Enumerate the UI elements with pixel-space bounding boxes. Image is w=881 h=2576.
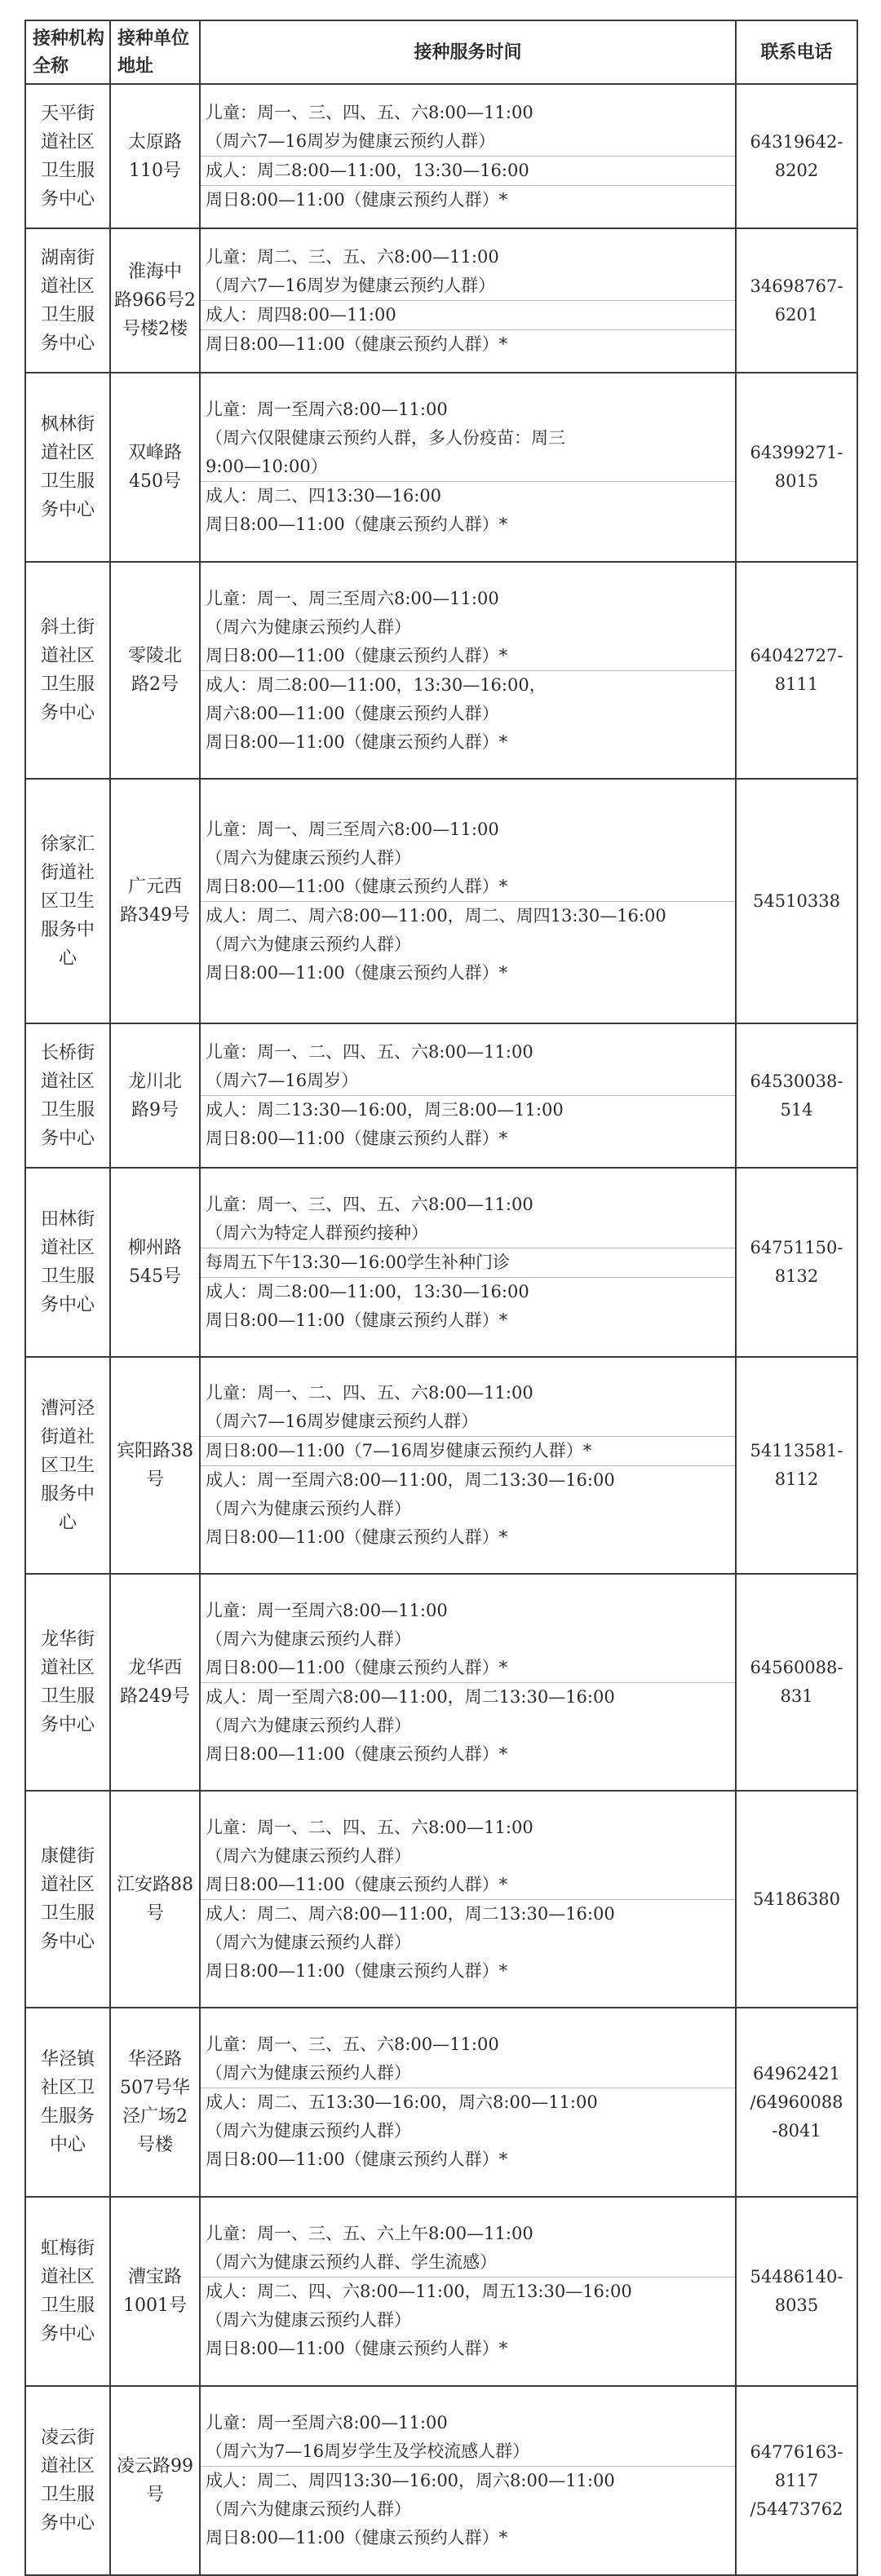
- address-line: 龙华西: [127, 1658, 182, 1678]
- schedule-line: 周日8:00—11:00（健康云预约人群）*: [206, 2528, 508, 2547]
- schedule-line: 成人：周二8:00—11:00，13:30—16:00: [206, 1281, 529, 1301]
- schedule-line: 成人：周二、周四13:30—16:00，周六8:00—11:00: [206, 2471, 615, 2490]
- schedule-line: （周六为健康云预约人群）: [206, 1628, 411, 1649]
- schedule-block: [201, 243, 735, 301]
- schedule-block: [201, 482, 735, 539]
- service-time-cell: [200, 2386, 736, 2575]
- schedule-block: [201, 1278, 735, 1335]
- org-name-line: 务中心: [40, 2324, 95, 2344]
- phone-line: 64042727-: [750, 646, 843, 665]
- schedule-block: [201, 1248, 735, 1278]
- address-line: 龙川北: [127, 1071, 182, 1092]
- phone-line: /54473762: [750, 2499, 843, 2519]
- address-line: 泾广场2: [122, 2106, 188, 2127]
- org-name-line: 道社区: [40, 131, 95, 152]
- phone-line: 64399271-: [750, 443, 843, 462]
- schedule-line: 周日8:00—11:00（健康云预约人群）*: [206, 189, 508, 210]
- phone-cell: [736, 779, 857, 1023]
- org-name-cell: [25, 84, 110, 228]
- phone-cell: [736, 84, 857, 228]
- org-name-line: 街道社: [40, 862, 95, 883]
- schedule-block: [201, 585, 735, 671]
- schedule-block: [201, 2220, 735, 2278]
- schedule-line: 成人：周二13:30—16:00，周三8:00—11:00: [206, 1100, 564, 1120]
- org-name-line: 凌云街: [40, 2428, 95, 2448]
- schedule-line: （周六7—16周岁健康云预约人群）: [206, 1412, 479, 1431]
- address-line: 柳州路: [127, 1238, 182, 1258]
- address-line: 双峰路: [127, 443, 182, 463]
- org-name-line: 道社区: [40, 1658, 95, 1678]
- schedule-block: [201, 1900, 735, 1986]
- schedule-block: [201, 2467, 735, 2552]
- org-name-cell: [25, 1023, 110, 1168]
- org-name-cell: [25, 2386, 110, 2575]
- service-time-cell: [200, 562, 736, 779]
- address-line: 号楼2楼: [122, 319, 188, 339]
- phone-line: 8112: [774, 1469, 819, 1489]
- schedule-line: 周日8:00—11:00（健康云预约人群）*: [206, 1960, 508, 1981]
- address-line: 545号: [129, 1266, 181, 1287]
- phone-line: 34698767-: [750, 276, 843, 296]
- service-time-cell: [200, 1357, 736, 1574]
- table-row: [25, 1023, 857, 1168]
- schedule-block: [201, 2409, 735, 2467]
- org-name-line: 道社区: [40, 276, 95, 297]
- table-header-row: [25, 20, 857, 84]
- org-name-line: 务中心: [40, 1932, 95, 1952]
- schedule-line: （周六为7—16周岁学生及学校流感人群）: [206, 2441, 530, 2461]
- phone-cell: [736, 562, 857, 779]
- schedule-line: 儿童：周一至周六8:00—11:00: [206, 400, 448, 419]
- phone-line: 64962421: [753, 2063, 840, 2083]
- schedule-line: 成人：周二、周六8:00—11:00，周二13:30—16:00: [206, 1903, 615, 1924]
- address-line: 号: [145, 1903, 164, 1924]
- org-name-line: 卫生服: [40, 2295, 95, 2316]
- schedule-line: 成人：周二、四、六8:00—11:00，周五13:30—16:00: [206, 2282, 632, 2301]
- phone-cell: [736, 1357, 857, 1574]
- schedule-line: 儿童：周一、二、四、五、六8:00—11:00: [206, 1042, 533, 1062]
- address-cell: [110, 1168, 200, 1357]
- org-name-line: 卫生服: [40, 1686, 95, 1707]
- org-name-line: 区卫生: [40, 890, 95, 912]
- address-cell: [110, 779, 200, 1023]
- phone-cell: [736, 1168, 857, 1357]
- schedule-block: [201, 1683, 735, 1769]
- org-name-line: 道社区: [40, 2456, 95, 2477]
- org-name-line: 田林街: [40, 1209, 95, 1230]
- org-name-line: 务中心: [40, 2513, 95, 2534]
- schedule-line: 周日8:00—11:00（健康云预约人群）*: [206, 876, 508, 896]
- schedule-block: [201, 99, 735, 157]
- schedule-line: （周六为健康云预约人群）: [206, 2499, 411, 2519]
- phone-cell: [736, 1023, 857, 1168]
- schedule-line: 周日8:00—11:00（健康云预约人群）*: [206, 1527, 508, 1547]
- schedule-line: （周六为特定人群预约接种）: [206, 1222, 428, 1243]
- table-row: [25, 1357, 857, 1574]
- schedule-block: [201, 1379, 735, 1437]
- schedule-line: 周日8:00—11:00（健康云预约人群）*: [206, 2150, 508, 2169]
- phone-line: 54113581-: [750, 1441, 843, 1460]
- phone-line: 514: [780, 1099, 813, 1120]
- org-name-line: 道社区: [40, 443, 95, 463]
- org-name-line: 务中心: [40, 703, 95, 723]
- schedule-line: 周日8:00—11:00（健康云预约人群）*: [206, 1310, 508, 1330]
- org-name-line: 徐家汇: [40, 833, 95, 855]
- schedule-block: [201, 1038, 735, 1096]
- org-name-line: 康健街: [40, 1846, 95, 1867]
- address-cell: [110, 1023, 200, 1168]
- phone-line: 54510338: [753, 890, 840, 911]
- schedule-line: （周六为健康云预约人群、学生流感）: [206, 2252, 497, 2272]
- address-cell: [110, 84, 200, 228]
- org-name-line: 卫生服: [40, 1903, 95, 1924]
- org-name-line: 社区卫: [40, 2078, 95, 2098]
- schedule-line: （周六7—16周岁为健康云预约人群）: [206, 130, 496, 151]
- schedule-line: 周日8:00—11:00（健康云预约人群）*: [206, 1874, 508, 1894]
- schedule-block: [201, 1437, 735, 1466]
- schedule-line: （周六为健康云预约人群）: [206, 847, 411, 868]
- org-name-line: 务中心: [40, 188, 95, 210]
- org-name-line: 漕河泾: [40, 1398, 95, 1419]
- address-line: 路9号: [131, 1099, 179, 1120]
- schedule-line: 周日8:00—11:00（健康云预约人群）*: [206, 2339, 508, 2358]
- schedule-line: （周六为健康云预约人群）: [206, 2310, 411, 2330]
- org-name-cell: [25, 1791, 110, 2008]
- schedule-line: 周六8:00—11:00（健康云预约人群）: [206, 703, 499, 723]
- table-row: [25, 1574, 857, 1791]
- address-line: 路349号: [120, 905, 190, 926]
- org-name-cell: [25, 2008, 110, 2197]
- address-line: 450号: [129, 471, 181, 492]
- schedule-line: 周日8:00—11:00（健康云预约人群）*: [206, 645, 508, 665]
- address-line: 华泾路: [127, 2049, 182, 2070]
- schedule-line: （周六7—16周岁）: [206, 1071, 359, 1090]
- service-time-cell: [200, 1574, 736, 1791]
- org-name-cell: [25, 228, 110, 373]
- schedule-line: 9:00—10:00）: [206, 457, 328, 476]
- address-cell: [110, 373, 200, 562]
- address-line: 号楼: [136, 2135, 173, 2155]
- schedule-block: [201, 330, 735, 359]
- phone-line: 8015: [774, 471, 819, 491]
- table-row: [25, 84, 857, 228]
- schedule-block: [201, 902, 735, 988]
- schedule-line: 成人：周二、四13:30—16:00: [206, 486, 442, 506]
- schedule-block: [201, 2088, 735, 2174]
- schedule-line: 每周五下午13:30—16:00学生补种门诊: [206, 1252, 511, 1272]
- address-line: 路249号: [120, 1686, 190, 1707]
- address-cell: [110, 1574, 200, 1791]
- org-name-line: 卫生服: [40, 304, 95, 325]
- address-cell: [110, 228, 200, 373]
- schedule-block: [201, 157, 735, 186]
- address-cell: [110, 2386, 200, 2575]
- schedule-line: 周日8:00—11:00（健康云预约人群）*: [206, 515, 508, 534]
- schedule-block: [201, 395, 735, 482]
- schedule-line: 周日8:00—11:00（健康云预约人群）*: [206, 1129, 508, 1148]
- phone-line: 54486140-: [750, 2267, 843, 2287]
- schedule-line: （周六为健康云预约人群）: [206, 934, 411, 954]
- org-name-line: 道社区: [40, 646, 95, 666]
- phone-cell: [736, 2008, 857, 2197]
- phone-line: 64530038-: [750, 1071, 843, 1091]
- phone-line: 8035: [774, 2295, 819, 2315]
- address-line: 号: [145, 2485, 164, 2505]
- schedule-line: 周日8:00—11:00（健康云预约人群）*: [206, 1657, 508, 1677]
- org-name-line: 中心: [49, 2135, 86, 2155]
- schedule-block: [201, 1191, 735, 1248]
- schedule-block: [201, 2278, 735, 2363]
- org-name-cell: [25, 779, 110, 1023]
- service-time-cell: [200, 373, 736, 562]
- org-name-line: 生服务: [40, 2106, 95, 2127]
- table-row: [25, 228, 857, 373]
- address-line: 江安路88: [117, 1875, 193, 1895]
- service-time-cell: [200, 228, 736, 373]
- address-line: 1001号: [123, 2295, 187, 2316]
- phone-line: 64560088-: [750, 1658, 843, 1677]
- schedule-line: 成人：周二、五13:30—16:00，周六8:00—11:00: [206, 2092, 598, 2112]
- org-name-line: 务中心: [40, 1128, 95, 1149]
- phone-line: 8202: [774, 160, 819, 180]
- org-name-line: 长桥街: [40, 1042, 95, 1063]
- org-name-line: 龙华街: [40, 1629, 95, 1650]
- table-row: [25, 779, 857, 1023]
- org-name-line: 华泾镇: [40, 2049, 95, 2070]
- schedule-line: 成人：周二、周六8:00—11:00，周二、周四13:30—16:00: [206, 905, 666, 926]
- service-time-cell: [200, 84, 736, 228]
- service-time-cell: [200, 2008, 736, 2197]
- table-row: [25, 2197, 857, 2386]
- phone-cell: [736, 228, 857, 373]
- schedule-block: [201, 815, 735, 902]
- address-cell: [110, 2008, 200, 2197]
- org-name-line: 虹梅街: [40, 2238, 95, 2259]
- address-line: 太原路: [127, 131, 182, 152]
- org-name-line: 心: [58, 948, 77, 969]
- phone-cell: [736, 373, 857, 562]
- schedule-line: （周六为健康云预约人群）: [206, 1932, 411, 1952]
- schedule-line: 成人：周二8:00—11:00，13:30—16:00，: [206, 674, 547, 695]
- schedule-line: （周六为健康云预约人群）: [206, 1499, 411, 1518]
- org-name-cell: [25, 373, 110, 562]
- service-time-cell: [200, 1791, 736, 2008]
- service-time-cell: [200, 779, 736, 1023]
- schedule-line: 成人：周一至周六8:00—11:00，周二13:30—16:00: [206, 1470, 615, 1490]
- table-row: [25, 2008, 857, 2197]
- phone-line: 8132: [774, 1266, 819, 1286]
- org-name-line: 卫生服: [40, 471, 95, 492]
- schedule-line: 儿童：周一、三、四、五、六8:00—11:00: [206, 102, 533, 122]
- schedule-line: 儿童：周一、周三至周六8:00—11:00: [206, 819, 499, 839]
- phone-line: 8117: [774, 2470, 819, 2490]
- schedule-line: 周日8:00—11:00（健康云预约人群）*: [206, 334, 508, 354]
- schedule-block: [201, 1096, 735, 1153]
- org-name-line: 卫生服: [40, 1099, 95, 1120]
- org-name-line: 道社区: [40, 2267, 95, 2287]
- service-time-cell: [200, 1168, 736, 1357]
- org-name-line: 天平街: [40, 103, 95, 124]
- org-name-cell: [25, 1357, 110, 1574]
- phone-line: 831: [780, 1686, 813, 1706]
- org-name-line: 枫林街: [40, 414, 95, 435]
- org-name-cell: [25, 1168, 110, 1357]
- table-row: [25, 1791, 857, 2008]
- org-name-line: 务中心: [40, 500, 95, 520]
- address-cell: [110, 1791, 200, 2008]
- schedule-block: [201, 1466, 735, 1552]
- schedule-line: 儿童：周一至周六8:00—11:00: [206, 2413, 448, 2432]
- address-line: 凌云路99: [117, 2456, 193, 2477]
- org-name-line: 区卫生: [40, 1455, 95, 1476]
- schedule-line: 儿童：周一至周六8:00—11:00: [206, 1600, 448, 1620]
- schedule-line: 儿童：周一、三、四、五、六8:00—11:00: [206, 1194, 533, 1214]
- schedule-block: [201, 671, 735, 757]
- phone-line: 64776163-: [750, 2441, 843, 2462]
- vaccination-sites-table: [24, 20, 858, 2576]
- header-phone: 联系电话: [736, 20, 857, 84]
- schedule-line: 儿童：周一、周三至周六8:00—11:00: [206, 588, 499, 608]
- vaccination-schedule-sheet: [24, 20, 857, 2576]
- phone-cell: [736, 2197, 857, 2386]
- org-name-line: 务中心: [40, 1715, 95, 1735]
- org-name-cell: [25, 2197, 110, 2386]
- phone-line: 6201: [774, 304, 819, 325]
- header-service-time: 接种服务时间: [200, 20, 736, 84]
- header-address: 接种单位地址: [110, 20, 200, 84]
- header-org-name: 接种机构全称: [25, 20, 110, 84]
- phone-line: 64319642-: [750, 131, 843, 152]
- phone-line: 64751150-: [750, 1238, 843, 1257]
- schedule-line: （周六为健康云预约人群）: [206, 616, 411, 637]
- org-name-cell: [25, 1574, 110, 1791]
- address-line: 零陵北: [127, 646, 182, 666]
- schedule-line: 周日8:00—11:00（7—16周岁健康云预约人群）*: [206, 1441, 592, 1460]
- schedule-line: 周日8:00—11:00（健康云预约人群）*: [206, 1743, 508, 1764]
- table-row: [25, 1168, 857, 1357]
- org-name-line: 道社区: [40, 1238, 95, 1258]
- schedule-line: 儿童：周一、二、四、五、六8:00—11:00: [206, 1817, 533, 1837]
- schedule-block: [201, 1597, 735, 1683]
- schedule-line: 成人：周二8:00—11:00，13:30—16:00: [206, 160, 529, 180]
- schedule-block: [201, 301, 735, 330]
- address-line: 宾阳路38: [117, 1441, 193, 1461]
- schedule-line: （周六为健康云预约人群）: [206, 2121, 411, 2141]
- org-name-line: 服务中: [40, 919, 95, 940]
- table-row: [25, 562, 857, 779]
- phone-line: 54186380: [753, 1889, 840, 1909]
- schedule-line: 周日8:00—11:00（健康云预约人群）*: [206, 731, 508, 752]
- address-line: 110号: [129, 160, 181, 181]
- schedule-line: （周六仅限健康云预约人群，多人份疫苗：周三: [206, 428, 565, 448]
- org-name-line: 街道社: [40, 1426, 95, 1447]
- schedule-line: 儿童：周二、三、五、六8:00—11:00: [206, 246, 499, 267]
- phone-cell: [736, 1791, 857, 2008]
- phone-cell: [736, 2386, 857, 2575]
- org-name-line: 务中心: [40, 333, 95, 354]
- org-name-line: 湖南街: [40, 247, 95, 268]
- org-name-line: 服务中: [40, 1483, 95, 1505]
- service-time-cell: [200, 1023, 736, 1168]
- address-line: 号: [145, 1469, 164, 1490]
- table-row: [25, 2386, 857, 2575]
- schedule-line: 儿童：周一、三、五、六8:00—11:00: [206, 2035, 499, 2054]
- phone-line: /64960088: [750, 2092, 843, 2112]
- org-name-line: 心: [58, 1512, 77, 1533]
- address-line: 507号华: [120, 2078, 190, 2098]
- schedule-line: 成人：周一至周六8:00—11:00，周二13:30—16:00: [206, 1686, 615, 1707]
- org-name-line: 卫生服: [40, 2485, 95, 2505]
- phone-line: -8041: [772, 2120, 821, 2141]
- schedule-line: 成人：周四8:00—11:00: [206, 304, 396, 325]
- schedule-line: （周六为健康云预约人群）: [206, 2063, 411, 2083]
- service-time-cell: [200, 2197, 736, 2386]
- address-cell: [110, 562, 200, 779]
- org-name-line: 斜土街: [40, 617, 95, 638]
- address-cell: [110, 1357, 200, 1574]
- org-name-line: 道社区: [40, 1875, 95, 1895]
- schedule-line: 周日8:00—11:00（健康云预约人群）*: [206, 962, 508, 983]
- org-name-line: 务中心: [40, 1295, 95, 1315]
- org-name-line: 卫生服: [40, 674, 95, 695]
- address-line: 淮海中: [127, 262, 182, 282]
- org-name-line: 卫生服: [40, 160, 95, 181]
- table-row: [25, 373, 857, 562]
- org-name-line: 道社区: [40, 1071, 95, 1092]
- org-name-line: 卫生服: [40, 1266, 95, 1287]
- address-cell: [110, 2197, 200, 2386]
- address-line: 广元西: [127, 877, 182, 897]
- address-line: 漕宝路: [127, 2267, 182, 2287]
- schedule-line: （周六为健康云预约人群）: [206, 1715, 411, 1735]
- schedule-block: [201, 186, 735, 214]
- phone-cell: [736, 1574, 857, 1791]
- schedule-line: （周六为健康云预约人群）: [206, 1845, 411, 1866]
- address-line: 路2号: [131, 674, 179, 695]
- schedule-line: 儿童：周一、三、五、六上午8:00—11:00: [206, 2224, 533, 2243]
- phone-line: 8111: [774, 674, 819, 694]
- schedule-block: [201, 1814, 735, 1900]
- schedule-line: （周六7—16周岁为健康云预约人群）: [206, 275, 496, 295]
- address-line: 路966号2: [114, 290, 196, 311]
- schedule-block: [201, 2030, 735, 2088]
- org-name-cell: [25, 562, 110, 779]
- schedule-line: 儿童：周一、二、四、五、六8:00—11:00: [206, 1383, 533, 1403]
